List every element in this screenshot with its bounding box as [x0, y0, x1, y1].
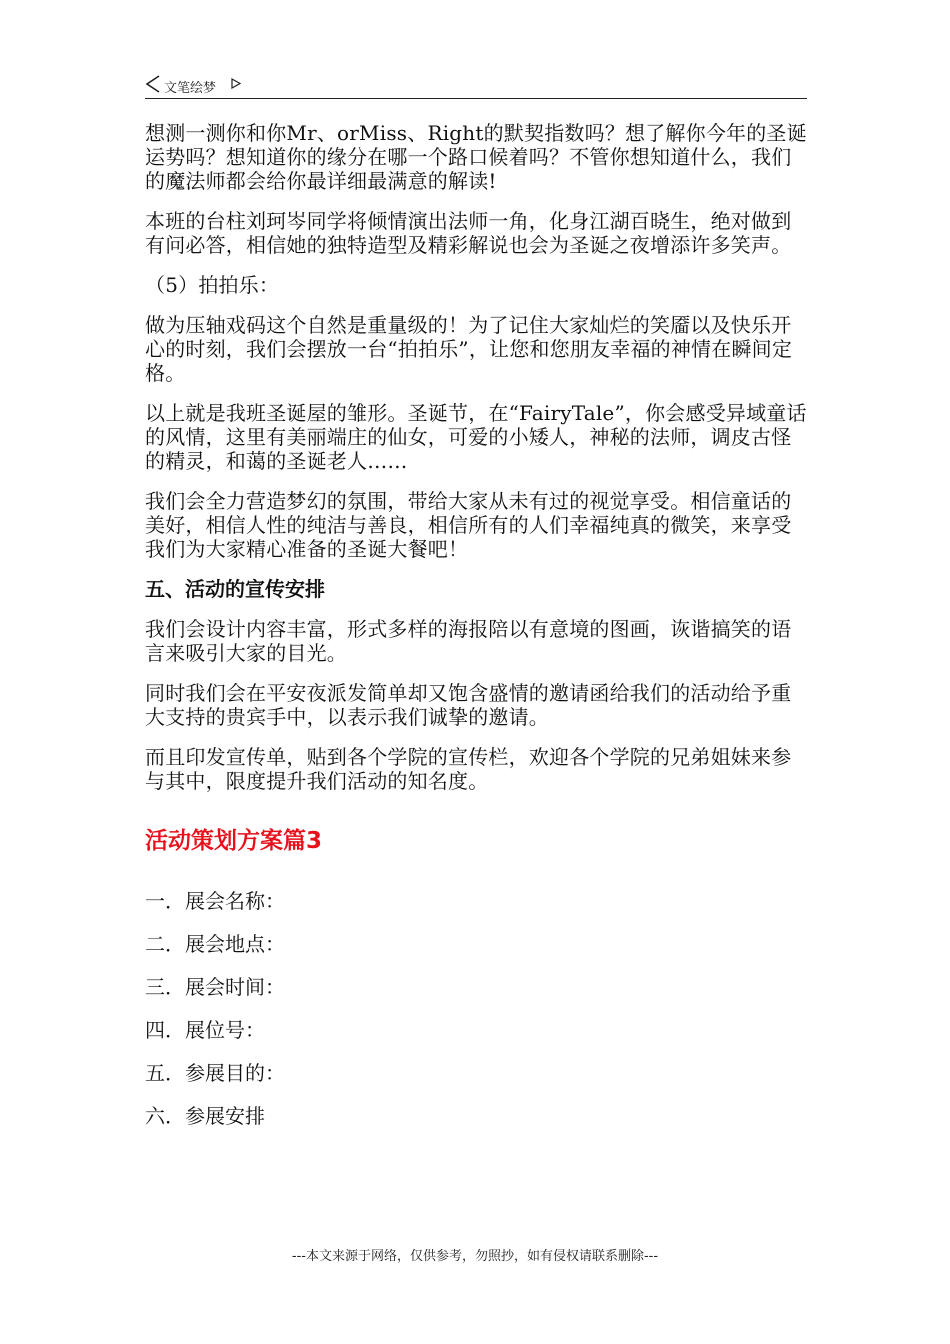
list-item: 五．参展目的：: [145, 1061, 285, 1085]
paragraph: 以上就是我班圣诞屋的雏形。圣诞节，在“FairyTale”，你会感受异域童话的风情，这里有美丽端庄的仙女，可爱的小矮人，神秘的法师，调皮古怪的精灵，和蔼的圣诞老人……: [145, 401, 807, 473]
paragraph: 想测一测你和你Mr、orMiss、Right的默契指数吗？想了解你今年的圣诞运势吗？想知道你的缘分在哪一个路口候着吗？不管你想知道什么，我们的魔法师都会给你最详细最满意的解读!: [145, 121, 807, 193]
list-item: 四．展位号：: [145, 1018, 265, 1042]
section-title: 活动策划方案篇3: [145, 828, 323, 854]
page-header: [145, 74, 807, 99]
section-heading: 五、活动的宣传安排: [145, 577, 325, 601]
list-item: 二．展会地点：: [145, 932, 285, 956]
page-footer: ---本文来源于网络，仅供参考，勿照抄，如有侵权请联系删除---: [291, 1249, 659, 1264]
triangle-right-icon: [231, 78, 241, 89]
paragraph: （5）拍拍乐：: [145, 273, 280, 297]
paragraph: 我们会设计内容丰富，形式多样的海报陪以有意境的图画，诙谐搞笑的语言来吸引大家的目光。: [145, 617, 792, 665]
list-item: 三．展会时间：: [145, 975, 285, 999]
list-item: 一．展会名称：: [145, 889, 285, 913]
document-body: [145, 121, 810, 1147]
paragraph: 我们会全力营造梦幻的氛围，带给大家从未有过的视觉享受。相信童话的美好，相信人性的纯洁与善良，相信所有的人们幸福纯真的微笑，来享受我们为大家精心准备的圣诞大餐吧！: [145, 489, 792, 561]
paragraph: 本班的台柱刘珂岑同学将倾情演出法师一角，化身江湖百晓生，绝对做到有问必答，相信她的独特造型及精彩解说也会为圣诞之夜增添许多笑声。: [145, 209, 792, 257]
paragraph: 做为压轴戏码这个自然是重量级的！为了记住大家灿烂的笑靥以及快乐开心的时刻，我们会摆放一台“拍拍乐”，让您和您朋友幸福的神情在瞬间定格。: [145, 313, 793, 385]
header-brand: 文笔绘梦: [164, 81, 217, 96]
triangle-left-icon: [145, 74, 161, 94]
paragraph: 而且印发宣传单，贴到各个学院的宣传栏，欢迎各个学院的兄弟姐妹来参与其中，限度提升我们活动的知名度。: [145, 745, 792, 793]
paragraph: 同时我们会在平安夜派发简单却又饱含盛情的邀请函给我们的活动给予重大支持的贵宾手中，以表示我们诚挚的邀请。: [145, 681, 792, 729]
list-item: 六．参展安排: [145, 1104, 265, 1128]
